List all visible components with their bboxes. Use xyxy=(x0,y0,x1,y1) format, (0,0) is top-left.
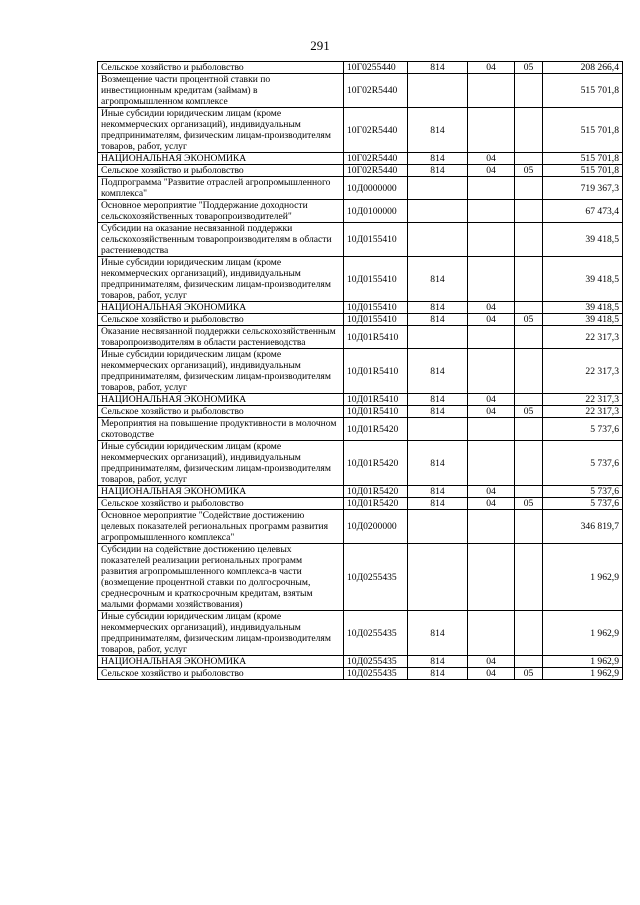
department-code-cell: 814 xyxy=(408,257,468,302)
subsection-code-cell: 05 xyxy=(515,406,543,418)
department-code-cell: 814 xyxy=(408,349,468,394)
target-code-cell: 10Д0155410 xyxy=(344,257,408,302)
table-row xyxy=(98,62,623,74)
section-code-cell xyxy=(468,177,515,200)
table-row xyxy=(98,406,623,418)
table-row xyxy=(98,418,623,441)
subsection-code-cell xyxy=(515,257,543,302)
section-code-cell: 04 xyxy=(468,314,515,326)
amount-cell: 208 266,4 xyxy=(543,62,623,74)
target-code-cell: 10Г0255440 xyxy=(344,62,408,74)
section-code-cell xyxy=(468,74,515,108)
target-code-cell: 10Г02R5440 xyxy=(344,108,408,153)
target-code-cell: 10Д01R5410 xyxy=(344,326,408,349)
section-code-cell: 04 xyxy=(468,394,515,406)
amount-cell: 515 701,8 xyxy=(543,165,623,177)
amount-cell: 1 962,9 xyxy=(543,668,623,680)
section-code-cell xyxy=(468,223,515,257)
department-code-cell xyxy=(408,510,468,544)
section-code-cell xyxy=(468,510,515,544)
table-row xyxy=(98,74,623,108)
subsection-code-cell xyxy=(515,200,543,223)
subsection-code-cell xyxy=(515,326,543,349)
subsection-code-cell xyxy=(515,441,543,486)
target-code-cell: 10Д01R5420 xyxy=(344,486,408,498)
section-code-cell xyxy=(468,326,515,349)
amount-cell: 5 737,6 xyxy=(543,498,623,510)
section-code-cell: 04 xyxy=(468,498,515,510)
section-code-cell xyxy=(468,544,515,611)
subsection-code-cell xyxy=(515,486,543,498)
row-name-cell: Мероприятия на повышение продуктивности в молочном скотоводстве xyxy=(98,418,344,441)
department-code-cell: 814 xyxy=(408,498,468,510)
subsection-code-cell xyxy=(515,74,543,108)
department-code-cell xyxy=(408,177,468,200)
target-code-cell: 10Г02R5440 xyxy=(344,165,408,177)
row-name-cell: Иные субсидии юридическим лицам (кроме некоммерческих организаций), индивидуальным предпринимателям, физическим лицам-производителям товаров, работ, услуг xyxy=(98,611,344,656)
amount-cell: 719 367,3 xyxy=(543,177,623,200)
row-name-cell: НАЦИОНАЛЬНАЯ ЭКОНОМИКА xyxy=(98,656,344,668)
department-code-cell xyxy=(408,223,468,257)
amount-cell: 515 701,8 xyxy=(543,74,623,108)
section-code-cell: 04 xyxy=(468,165,515,177)
subsection-code-cell: 05 xyxy=(515,668,543,680)
table-row xyxy=(98,498,623,510)
department-code-cell: 814 xyxy=(408,165,468,177)
row-name-cell: Иные субсидии юридическим лицам (кроме некоммерческих организаций), индивидуальным предпринимателям, физическим лицам-производителям товаров, работ, услуг xyxy=(98,441,344,486)
amount-cell: 1 962,9 xyxy=(543,656,623,668)
section-code-cell: 04 xyxy=(468,153,515,165)
target-code-cell: 10Д0255435 xyxy=(344,611,408,656)
section-code-cell xyxy=(468,418,515,441)
row-name-cell: Сельское хозяйство и рыболовство xyxy=(98,165,344,177)
amount-cell: 22 317,3 xyxy=(543,326,623,349)
row-name-cell: НАЦИОНАЛЬНАЯ ЭКОНОМИКА xyxy=(98,394,344,406)
department-code-cell xyxy=(408,200,468,223)
section-code-cell: 04 xyxy=(468,668,515,680)
table-row xyxy=(98,668,623,680)
amount-cell: 22 317,3 xyxy=(543,394,623,406)
target-code-cell: 10Д0255435 xyxy=(344,656,408,668)
amount-cell: 1 962,9 xyxy=(543,544,623,611)
table-row xyxy=(98,177,623,200)
target-code-cell: 10Д01R5420 xyxy=(344,498,408,510)
row-name-cell: Иные субсидии юридическим лицам (кроме некоммерческих организаций), индивидуальным предпринимателям, физическим лицам-производителям товаров, работ, услуг xyxy=(98,349,344,394)
table-row xyxy=(98,257,623,302)
target-code-cell: 10Д0155410 xyxy=(344,223,408,257)
subsection-code-cell xyxy=(515,223,543,257)
subsection-code-cell xyxy=(515,302,543,314)
target-code-cell: 10Д0155410 xyxy=(344,302,408,314)
table-row xyxy=(98,656,623,668)
subsection-code-cell xyxy=(515,153,543,165)
department-code-cell: 814 xyxy=(408,406,468,418)
subsection-code-cell xyxy=(515,510,543,544)
department-code-cell: 814 xyxy=(408,62,468,74)
target-code-cell: 10Г02R5440 xyxy=(344,74,408,108)
section-code-cell xyxy=(468,441,515,486)
subsection-code-cell xyxy=(515,349,543,394)
row-name-cell: Иные субсидии юридическим лицам (кроме некоммерческих организаций), индивидуальным предпринимателям, физическим лицам-производителям товаров, работ, услуг xyxy=(98,257,344,302)
section-code-cell: 04 xyxy=(468,406,515,418)
subsection-code-cell: 05 xyxy=(515,498,543,510)
row-name-cell: Сельское хозяйство и рыболовство xyxy=(98,314,344,326)
row-name-cell: Сельское хозяйство и рыболовство xyxy=(98,406,344,418)
row-name-cell: НАЦИОНАЛЬНАЯ ЭКОНОМИКА xyxy=(98,302,344,314)
subsection-code-cell xyxy=(515,108,543,153)
table-row xyxy=(98,510,623,544)
target-code-cell: 10Д0000000 xyxy=(344,177,408,200)
table-row xyxy=(98,544,623,611)
amount-cell: 1 962,9 xyxy=(543,611,623,656)
target-code-cell: 10Д01R5420 xyxy=(344,418,408,441)
department-code-cell xyxy=(408,74,468,108)
table-row xyxy=(98,108,623,153)
row-name-cell: Подпрограмма "Развитие отраслей агропромышленного комплекса" xyxy=(98,177,344,200)
section-code-cell: 04 xyxy=(468,656,515,668)
row-name-cell: Субсидии на содействие достижению целевых показателей реализации региональных программ развития агропромышленного комплекса-в части (возмещение процентной ставки по долгосрочным, среднесрочным и краткосрочным кредитам, взятым малыми формами хозяйствования) xyxy=(98,544,344,611)
row-name-cell: Сельское хозяйство и рыболовство xyxy=(98,62,344,74)
amount-cell: 5 737,6 xyxy=(543,441,623,486)
amount-cell: 39 418,5 xyxy=(543,257,623,302)
table-row xyxy=(98,153,623,165)
section-code-cell xyxy=(468,108,515,153)
department-code-cell: 814 xyxy=(408,394,468,406)
row-name-cell: Сельское хозяйство и рыболовство xyxy=(98,498,344,510)
section-code-cell: 04 xyxy=(468,62,515,74)
amount-cell: 22 317,3 xyxy=(543,406,623,418)
budget-table xyxy=(97,61,623,680)
department-code-cell: 814 xyxy=(408,486,468,498)
section-code-cell: 04 xyxy=(468,302,515,314)
row-name-cell: Основное мероприятие "Содействие достижению целевых показателей региональных программ развития агропромышленного комплекса" xyxy=(98,510,344,544)
department-code-cell xyxy=(408,326,468,349)
department-code-cell: 814 xyxy=(408,108,468,153)
subsection-code-cell: 05 xyxy=(515,314,543,326)
amount-cell: 346 819,7 xyxy=(543,510,623,544)
department-code-cell: 814 xyxy=(408,314,468,326)
row-name-cell: Возмещение части процентной ставки по инвестиционным кредитам (займам) в агропромышленном комплексе xyxy=(98,74,344,108)
row-name-cell: Субсидии на оказание несвязанной поддержки сельскохозяйственным товаропроизводителям в области растениеводства xyxy=(98,223,344,257)
target-code-cell: 10Д0100000 xyxy=(344,200,408,223)
department-code-cell: 814 xyxy=(408,441,468,486)
subsection-code-cell: 05 xyxy=(515,62,543,74)
target-code-cell: 10Д01R5420 xyxy=(344,441,408,486)
row-name-cell: Основное мероприятие "Поддержание доходности сельскохозяйственных товаропроизводителей" xyxy=(98,200,344,223)
subsection-code-cell xyxy=(515,544,543,611)
section-code-cell xyxy=(468,200,515,223)
subsection-code-cell xyxy=(515,394,543,406)
target-code-cell: 10Д01R5410 xyxy=(344,406,408,418)
subsection-code-cell xyxy=(515,418,543,441)
page-number: 291 xyxy=(310,38,330,53)
row-name-cell: НАЦИОНАЛЬНАЯ ЭКОНОМИКА xyxy=(98,153,344,165)
section-code-cell xyxy=(468,349,515,394)
target-code-cell: 10Д0200000 xyxy=(344,510,408,544)
department-code-cell: 814 xyxy=(408,153,468,165)
department-code-cell xyxy=(408,418,468,441)
table-row xyxy=(98,200,623,223)
department-code-cell: 814 xyxy=(408,302,468,314)
table-body xyxy=(98,62,623,680)
department-code-cell: 814 xyxy=(408,611,468,656)
table-row xyxy=(98,441,623,486)
amount-cell: 39 418,5 xyxy=(543,314,623,326)
amount-cell: 5 737,6 xyxy=(543,418,623,441)
target-code-cell: 10Д0255435 xyxy=(344,544,408,611)
table-row xyxy=(98,326,623,349)
amount-cell: 5 737,6 xyxy=(543,486,623,498)
section-code-cell xyxy=(468,611,515,656)
table-row xyxy=(98,302,623,314)
row-name-cell: Сельское хозяйство и рыболовство xyxy=(98,668,344,680)
department-code-cell xyxy=(408,544,468,611)
subsection-code-cell: 05 xyxy=(515,165,543,177)
subsection-code-cell xyxy=(515,656,543,668)
target-code-cell: 10Д01R5410 xyxy=(344,394,408,406)
amount-cell: 67 473,4 xyxy=(543,200,623,223)
section-code-cell xyxy=(468,257,515,302)
target-code-cell: 10Г02R5440 xyxy=(344,153,408,165)
table-row xyxy=(98,314,623,326)
table-row xyxy=(98,611,623,656)
amount-cell: 515 701,8 xyxy=(543,108,623,153)
amount-cell: 39 418,5 xyxy=(543,223,623,257)
table-row xyxy=(98,349,623,394)
section-code-cell: 04 xyxy=(468,486,515,498)
target-code-cell: 10Д01R5410 xyxy=(344,349,408,394)
row-name-cell: Оказание несвязанной поддержки сельскохозяйственным товаропроизводителям в области растениеводства xyxy=(98,326,344,349)
table-row xyxy=(98,394,623,406)
row-name-cell: НАЦИОНАЛЬНАЯ ЭКОНОМИКА xyxy=(98,486,344,498)
target-code-cell: 10Д0155410 xyxy=(344,314,408,326)
target-code-cell: 10Д0255435 xyxy=(344,668,408,680)
table-row xyxy=(98,165,623,177)
department-code-cell: 814 xyxy=(408,668,468,680)
amount-cell: 39 418,5 xyxy=(543,302,623,314)
amount-cell: 22 317,3 xyxy=(543,349,623,394)
subsection-code-cell xyxy=(515,177,543,200)
department-code-cell: 814 xyxy=(408,656,468,668)
amount-cell: 515 701,8 xyxy=(543,153,623,165)
table-row xyxy=(98,223,623,257)
subsection-code-cell xyxy=(515,611,543,656)
table-row xyxy=(98,486,623,498)
row-name-cell: Иные субсидии юридическим лицам (кроме некоммерческих организаций), индивидуальным предпринимателям, физическим лицам-производителям товаров, работ, услуг xyxy=(98,108,344,153)
